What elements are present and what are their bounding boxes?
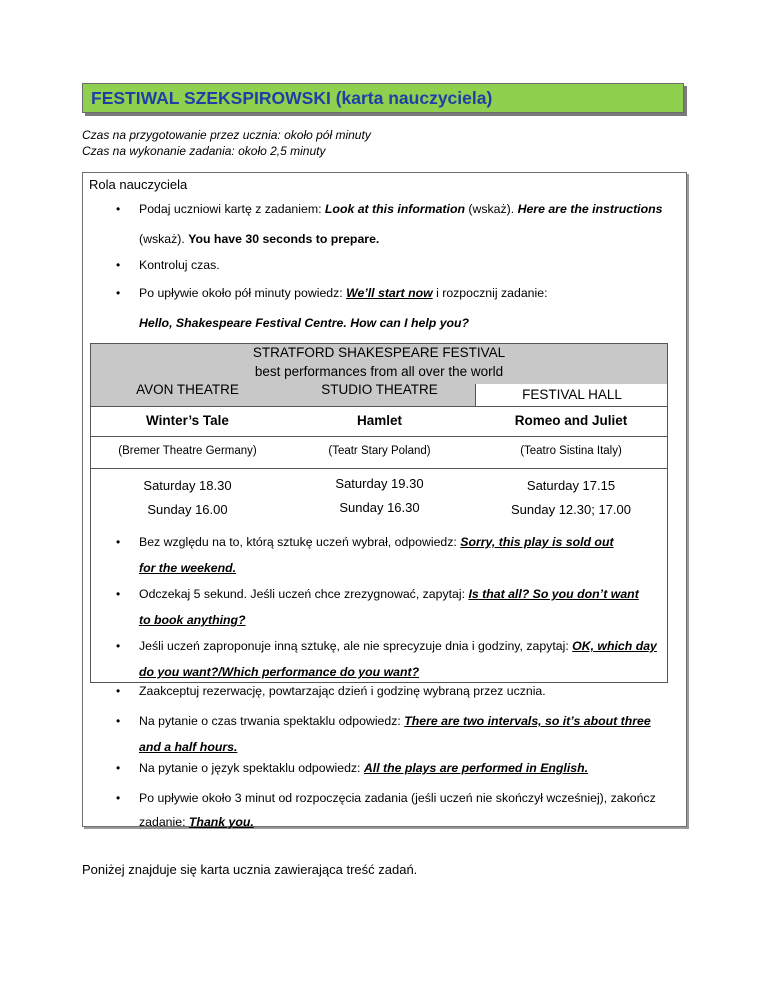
bullet-icon: • — [116, 202, 121, 216]
time-cell: Sunday 16.30 — [339, 500, 420, 515]
play-cell: Hamlet — [356, 413, 402, 428]
role-heading: Rola nauczyciela — [89, 177, 188, 192]
title-banner — [82, 83, 684, 113]
teacher-role-box: Rola nauczyciela • Podaj uczniowi kartę z zadaniem: Look at this information (wskaż). Here are the instructions (wskaż). You have 30 seconds to prepare. • Kontroluj czas. • Po upływie około pół minuty powiedz: We’ll start now i rozpocznij zadanie: Hello, Shakespeare Festival Centre. How can I help you? STRATFORD SHAKESPEARE FESTIVAL best performances from all over the world AVON THEATRE STUDIO THEATRE FESTIVAL HALL Winter’s Tale Hamlet Romeo and Juliet (Bremer Theatre Germany) (Teatr Stary Poland) (Teatro Sistina Italy) Saturday 18.30 Saturday 19.30 Saturday 17.15 Sunday 16.00 Sunday 16.30 Sunday 12.30; 17.00 • Bez względu na to, którą sztukę uczeń wybrał, odpowiedz: Sorry, this play is sold out for the weekend. • Odczekaj 5 sekund. Jeśli uczeń chce zrezygnować, zapytaj: Is that all? So you don’t want to book anything? • Jeśli uczeń zaproponuje inną sztukę, ale nie sprecyzuje dnia i godziny, zapytaj: OK, which day do you want?/Which performance do you want? • Zaakceptuj rezerwację, powtarzając dzień i godzinę wybraną przez ucznia. • Na pytanie o czas trwania spektaklu odpowiedz: There are two intervals, so it’s about three and a half hours. • Na pytanie o język spektaklu odpowiedz: All the plays are performed in English. • Po upływie około 3 minut od rozpoczęcia zadania (jeśli uczeń nie skończył wcześniej), zakończ zadanie: Thank you. — [82, 172, 687, 827]
times-row — [91, 468, 667, 523]
timing-info — [82, 127, 371, 159]
time-cell: Saturday 19.30 — [335, 476, 424, 491]
play-cell: Romeo and Juliet — [514, 413, 628, 428]
companies-row — [91, 436, 667, 469]
time-cell: Sunday 12.30; 17.00 — [511, 502, 631, 517]
bullet-icon: • — [116, 761, 121, 775]
bullet-icon: • — [116, 714, 121, 728]
prep-time: Czas na przygotowanie przez ucznia: około pół minuty — [82, 128, 371, 142]
time-cell: Sunday 16.00 — [147, 502, 228, 517]
bullet-icon: • — [116, 286, 121, 300]
bullet-icon: • — [116, 639, 121, 653]
table-subtitle: best performances from all over the world — [254, 364, 504, 379]
task-time: Czas na wykonanie zadania: około 2,5 minuty — [82, 144, 326, 158]
footer-note: Poniżej znajduje się karta ucznia zawierająca treść zadań. — [82, 862, 418, 877]
table-title: STRATFORD SHAKESPEARE FESTIVAL — [252, 345, 506, 360]
plays-row — [91, 406, 667, 437]
table-header — [91, 344, 667, 384]
time-cell: Saturday 17.15 — [526, 478, 616, 493]
page-title: FESTIWAL SZEKSPIROWSKI (karta nauczyciela) — [91, 88, 493, 108]
time-cell: Saturday 18.30 — [143, 478, 232, 493]
bullet-icon: • — [116, 791, 121, 805]
bullet-icon: • — [116, 258, 121, 272]
venue-header-2: STUDIO THEATRE — [284, 384, 475, 406]
bullet-icon: • — [116, 535, 121, 549]
company-cell: (Teatro Sistina Italy) — [520, 445, 622, 457]
venue-header-3: FESTIVAL HALL — [475, 384, 667, 406]
play-cell: Winter’s Tale — [146, 413, 229, 428]
venue-header-1: AVON THEATRE — [91, 384, 284, 406]
company-cell: (Teatr Stary Poland) — [328, 445, 431, 457]
bullet-icon: • — [116, 587, 121, 601]
bullet-icon: • — [116, 684, 121, 698]
company-cell: (Bremer Theatre Germany) — [118, 445, 257, 457]
